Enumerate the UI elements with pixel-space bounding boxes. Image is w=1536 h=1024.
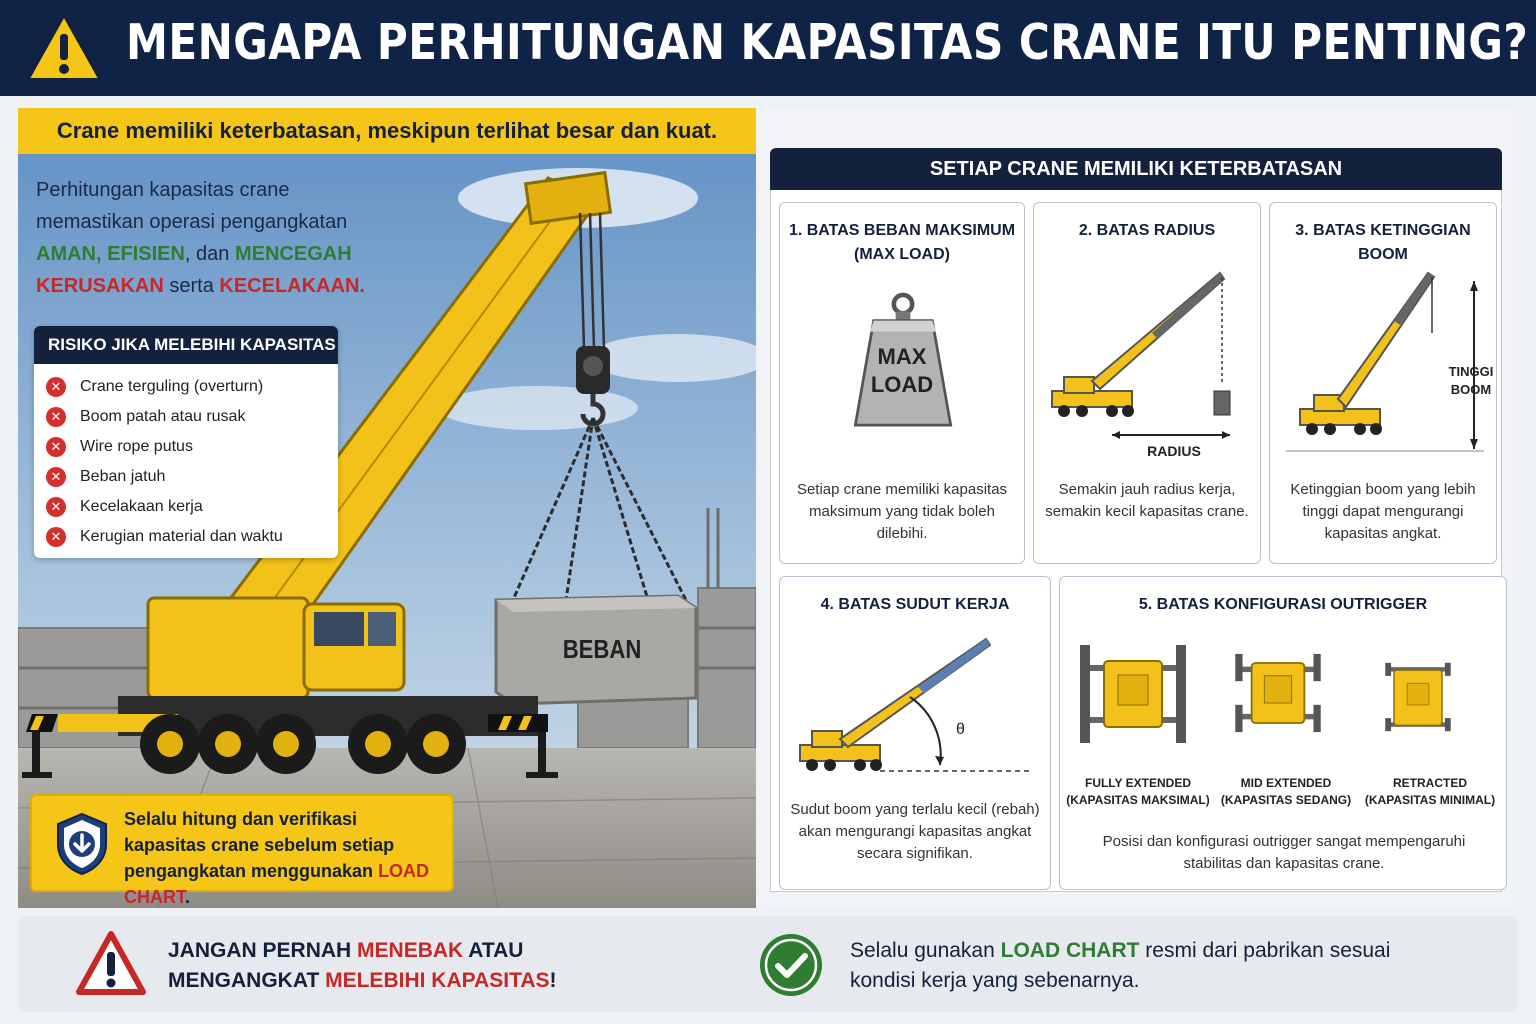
tagline-banner: Crane memiliki keterbatasan, meskipun terlihat besar dan kuat. (18, 108, 756, 154)
boom-angle-icon (790, 625, 1040, 785)
config-retracted-name: RETRACTED (1393, 776, 1467, 790)
footer-warn-b: MENEBAK (357, 939, 464, 962)
footer-warn-d: MENGANGKAT (168, 969, 326, 992)
x-circle-icon: ✕ (46, 407, 66, 427)
intro-aman: AMAN (36, 243, 96, 265)
intro-line-1: Perhitungan kapasitas crane (36, 179, 290, 201)
risk-item (46, 492, 338, 522)
verify-note-body: Selalu hitung dan verifikasi kapasitas crane sebelum setiap pengangkatan menggunakan (124, 809, 395, 881)
risk-item-label: Kerugian material dan waktu (80, 528, 283, 545)
config-retracted-sub: (KAPASITAS MINIMAL) (1364, 793, 1496, 807)
risk-title: RISIKO JIKA MELEBIHI KAPASITAS (34, 326, 338, 364)
angle-symbol: θ (956, 721, 965, 738)
limits-title: SETIAP CRANE MEMILIKI KETERBATASAN (770, 148, 1502, 190)
card-max-load-title-b: (MAX LOAD) (854, 246, 950, 263)
intro-mencegah: MENCEGAH (234, 243, 352, 265)
card-outrigger (1059, 576, 1507, 890)
weight-text (780, 343, 1024, 399)
card-boom-height-desc: Ketinggian boom yang lebih tinggi dapat mengurangi kapasitas angkat. (1290, 481, 1476, 542)
check-circle-icon (760, 934, 822, 996)
intro-serta: serta (169, 275, 214, 297)
x-circle-icon: ✕ (46, 527, 66, 547)
card-radius (1033, 202, 1261, 564)
verify-note-highlight: LOAD CHART (124, 861, 430, 907)
shield-icon (54, 812, 110, 876)
card-angle (779, 576, 1051, 890)
x-circle-icon: ✕ (46, 497, 66, 517)
verify-note-end: . (185, 887, 191, 907)
footer-ok-line-2: kondisi kerja yang sebenarnya. (850, 969, 1140, 992)
footer-ok-line-1 (850, 936, 1390, 966)
card-max-load (779, 202, 1025, 564)
risk-list (34, 364, 338, 552)
footer-ok-b: LOAD CHART (1000, 939, 1140, 962)
footer-bar (18, 916, 1518, 1012)
boom-height-label (1426, 363, 1516, 399)
footer-warning-text (168, 936, 557, 996)
boom-height-label-a: TINGGI (1448, 364, 1494, 379)
risk-item-label: Boom patah atau rusak (80, 408, 246, 425)
config-mid-name: MID EXTENDED (1240, 776, 1332, 790)
outrigger-fully-extended-icon (1078, 639, 1188, 749)
card-outrigger-desc: Posisi dan konfigurasi outrigger sangat mempengaruhi stabilitas dan kapasitas crane. (1102, 833, 1466, 872)
footer-ok-c: resmi dari pabrikan sesuai (1139, 939, 1391, 962)
config-full-sub: (KAPASITAS MAKSIMAL) (1066, 793, 1210, 807)
card-max-load-title (780, 219, 1024, 267)
weight-text-b: LOAD (870, 372, 934, 397)
limits-grid (770, 190, 1502, 892)
intro-comma: , (96, 243, 108, 265)
warning-triangle-icon (24, 10, 104, 84)
footer-warn-f: ! (549, 969, 557, 992)
footer-warn-c: ATAU (463, 939, 524, 962)
verify-note (30, 794, 454, 907)
footer-warning-line-2 (168, 966, 557, 996)
x-circle-icon: ✕ (46, 467, 66, 487)
weight-text-a: MAX (877, 344, 927, 369)
intro-kecelakaan: KECELAKAAN. (219, 275, 365, 297)
footer-warn-e: MELEBIHI KAPASITAS (325, 969, 550, 992)
card-outrigger-title: 5. BATAS KONFIGURASI OUTRIGGER (1138, 596, 1428, 613)
risk-item-label: Wire rope putus (80, 438, 193, 455)
footer-warn-a: JANGAN PERNAH (168, 939, 358, 962)
footer-ok-text (850, 936, 1390, 996)
header-bar (0, 0, 1536, 96)
risk-item-label: Crane terguling (overturn) (80, 378, 264, 395)
outrigger-config-retracted (1356, 775, 1504, 809)
intro-efisien: EFISIEN (107, 243, 185, 265)
intro-kerusakan: KERUSAKAN (36, 275, 164, 297)
outrigger-retracted-icon (1378, 649, 1458, 745)
left-panel (18, 108, 756, 908)
page-title: MENGAPA PERHITUNGAN KAPASITAS CRANE ITU PENTING? (126, 14, 1529, 71)
card-angle-desc: Sudut boom yang terlalu kecil (rebah) akan mengurangi kapasitas angkat secara signifikan. (790, 801, 1040, 862)
risk-item (46, 462, 338, 492)
card-boom-height-title: 3. BATAS KETINGGIAN BOOM (1295, 222, 1471, 263)
config-mid-sub: (KAPASITAS SEDANG) (1220, 793, 1352, 807)
right-panel (758, 108, 1518, 908)
x-circle-icon: ✕ (46, 377, 66, 397)
card-max-load-title-a: 1. BATAS BEBAN MAKSIMUM (788, 222, 1016, 239)
risk-item (46, 432, 338, 462)
risk-box (34, 326, 338, 558)
x-circle-icon: ✕ (46, 437, 66, 457)
load-label: BEBAN (562, 634, 642, 664)
card-boom-height (1269, 202, 1497, 564)
intro-line-4 (36, 270, 456, 302)
outrigger-mid-extended-icon (1228, 643, 1328, 743)
verify-note-text (124, 806, 444, 908)
intro-line-2: memastikan operasi pengangkatan (36, 211, 348, 233)
card-radius-desc: Semakin jauh radius kerja, semakin kecil kapasitas crane. (1045, 481, 1249, 520)
outrigger-config-full (1064, 775, 1212, 809)
config-full-name: FULLY EXTENDED (1084, 776, 1192, 790)
intro-line-3 (36, 238, 456, 270)
radius-crane-icon (1042, 263, 1252, 463)
intro-dan: , dan (184, 243, 230, 265)
radius-label: RADIUS (1147, 443, 1201, 459)
card-max-load-desc: Setiap crane memiliki kapasitas maksimum yang tidak boleh dilebihi. (796, 481, 1008, 542)
card-radius-title: 2. BATAS RADIUS (1078, 222, 1216, 239)
outrigger-config-mid (1212, 775, 1360, 809)
risk-item (46, 372, 338, 402)
warning-triangle-icon (76, 930, 146, 996)
risk-item (46, 522, 338, 552)
risk-item-label: Beban jatuh (80, 468, 166, 485)
footer-warning-line-1 (168, 936, 557, 966)
footer-ok-a: Selalu gunakan (850, 939, 1001, 962)
card-angle-title: 4. BATAS SUDUT KERJA (820, 596, 1010, 613)
boom-height-label-b: BOOM (1450, 382, 1492, 397)
risk-item (46, 402, 338, 432)
risk-item-label: Kecelakaan kerja (80, 498, 203, 515)
intro-text (36, 174, 456, 302)
